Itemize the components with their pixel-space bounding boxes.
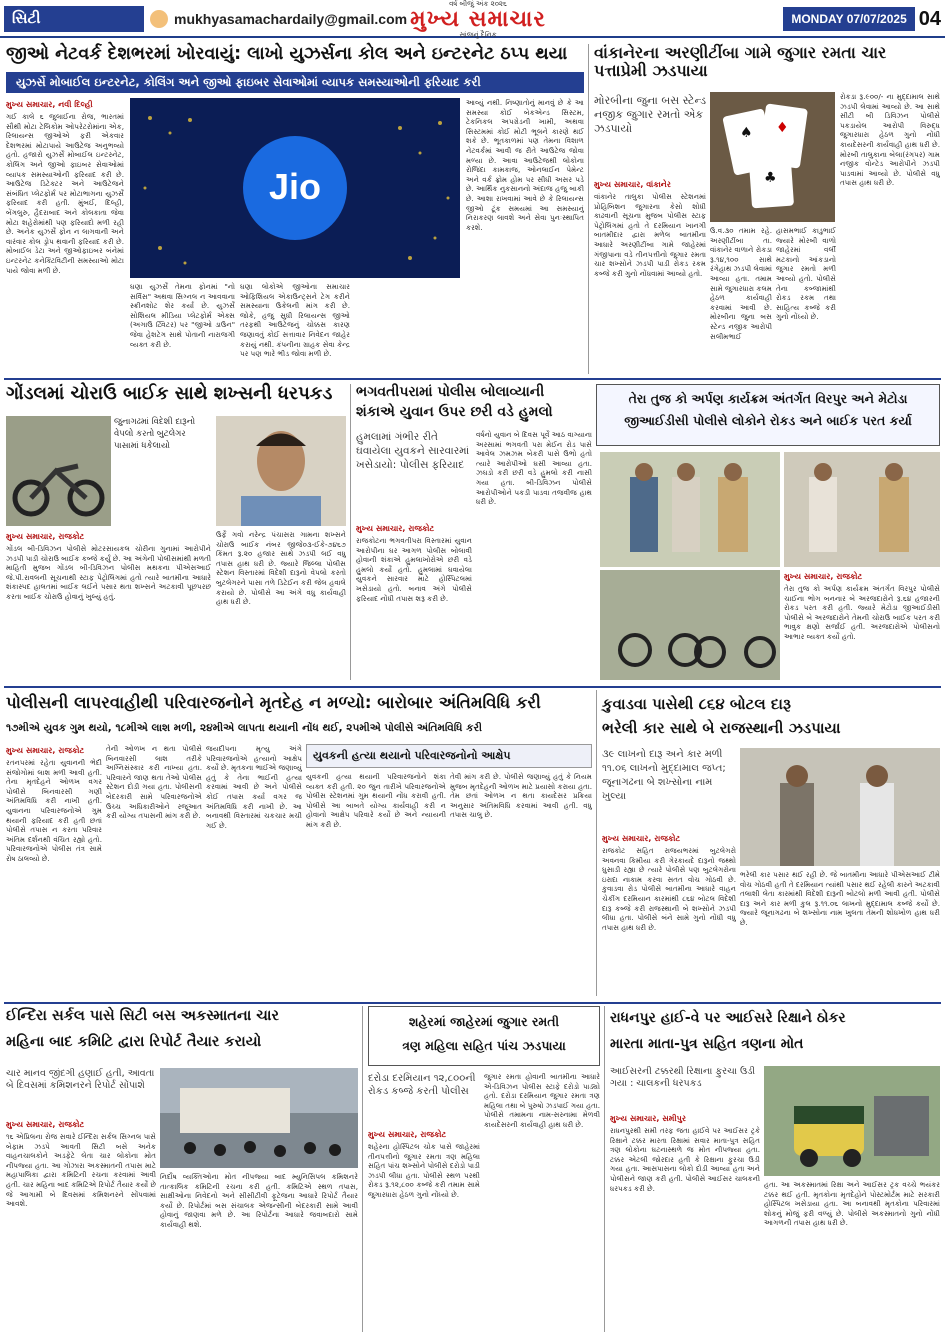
- story6-subhead-box: [6, 722, 592, 740]
- story9-headline-box: [368, 1006, 600, 1066]
- story6-text1: રતનપરમાં રહેતા યુવાનની ભેદી સંજોગોમાં લાશ મળી આવી હતી. તેના મૃતદેહને ઓળખ વગર પોલીસે બિનવારસી ગણી અંતિમવિધિ કરી નાખી હતી. યુવાનના પરિવારજનોએ ગુમ થયાની ફરિયાદ કરી હતી છતાં પોલીસે તપાસ ન કરતા પરિવાર અંતિમ દર્શનથી વંચિત રહ્યો હતો. પરિવારજનોએ પોલીસ તંત્ર સામે રોષ ઠાલવ્યો છે.: [6, 758, 102, 863]
- column-divider: [604, 1006, 605, 1332]
- story10-text2: હતા. આ અકસ્માતમાં રિક્ષા અને આઈસર ટ્રક વચ્ચે ભયંકર ટક્કર થઈ હતી. મૃતકોના મૃતદેહોને પોસ્ટમોર્ટમ માટે સરકારી હોસ્પિટલ ખસેડાયા હતા. આ બનાવથી મૃતકોના પરિવારમાં શોકનું મોજું ફરી વળ્યું છે. પોલીસે અકસ્માતનો ગુનો નોંધી આગળની તપાસ હાથ ધરી છે.: [764, 1180, 940, 1228]
- story5-col1: [784, 570, 940, 680]
- story8-text2: નિર્દોષ વ્યક્તિઓના મોત નીપજ્યા બાદ મ્યુનિસિપલ કમિશનરે તાત્કાલિક કમિટિની રચના કરી હતી. કમિટિએ સ્થળ તપાસ, સાક્ષીઓના નિવેદનો અને સીસીટીવી ફૂટેજના આધારે રિપોર્ટ તૈયાર કર્યો છે. રિપોર્ટમાં બસ સંચાલક એજન્સીની બેદરકારી સામે આવી હોવાનું જાણવા મળે છે. આ રિપોર્ટના આધારે જવાબદારો સામે કાર્યવાહી થશે.: [160, 1172, 358, 1229]
- story4-col2: [476, 430, 592, 680]
- story2-byline: મુખ્ય સમાચાર, વાંકાનેર: [594, 180, 671, 189]
- story5-headline-2: જીઆઈડીસી પોલીસે લોકોને રોકડ અને બાઈક પરત કર્યા: [624, 413, 912, 428]
- story4-kicker: હુમલામાં ગંભીર રીતે ઘવાયેલા યુવકને સારવારમાં ખસેડાયો: પોલીસ ફરિયાદ: [356, 431, 470, 471]
- story6-subhead: ૧૭મીએ યુવક ગુમ થયો, ૧૮મીએ લાશ મળી, ૨૪મીએ લાપતા થયાની નોંધ થઈ, ૨૫મીએ પોલીસે અંતિમવિધિ કરી: [6, 722, 482, 734]
- story2-headline: વાંકાનેરના અરણીટીંબા ગામે જુગાર રમતા ચાર પત્તાપ્રેમી ઝડપાયા: [594, 43, 887, 81]
- story2-kicker-box: [594, 94, 706, 174]
- story3-col1: [6, 530, 211, 680]
- story7-col2: [740, 870, 940, 996]
- story1-subhead: યુઝર્સે મોબાઈલ ઇન્ટરનેટ, કોલિંગ અને જીઓ ફાઇબર સેવાઓમાં વ્યાપક સમસ્યાઓની ફરિયાદ કરી: [6, 72, 584, 93]
- story8-headline-1: ઈન્દિરા સર્કલ પાસે સિટી બસ અકસ્માતના ચાર: [6, 1008, 279, 1024]
- story6-inner-headline: યુવકની હત્યા થયાનો પરિવારજનોનો આક્ષેપ: [313, 749, 511, 762]
- story2-text1: વાંકાનેર તાલુકા પોલીસ સ્ટેશનમાં પ્રોહિબિશન જુગારના કેસો શોધી કાઢવાની સૂચના મુજબ પોલીસ સ્ટાફ પેટ્રોલિંગમાં હતો તે દરમિયાન ખાનગી બાતમીદાર દ્વારા મળેલ બાતમીના આધારે અરણીટીંબા ગામે જાહેરમાં ગંજીપાના વડે તીનપત્તીનો જુગાર રમતા ચાર શખ્સોને ઝડપી પાડી રોકડ રકમ કબ્જે કરી ગુનો નોંધવામાં આવ્યો હતો.: [594, 192, 706, 278]
- story3-headline: ગોંડલમાં ચોરાઉ બાઈક સાથે શખ્સની ધરપકડ: [6, 383, 333, 404]
- jio-photo-label: Jio: [268, 166, 321, 207]
- story4-byline: મુખ્ય સમાચાર, રાજકોટ: [356, 524, 435, 533]
- story1-col2: [130, 282, 235, 372]
- story3-caption-box: [114, 416, 212, 526]
- newspaper-logo: [378, 0, 578, 39]
- story6-text3: જયદીપના મૃત્યુ અંગે પરિવારજનોએ હત્યાનો આક્ષેપ કર્યો છે. મૃતકના ભાઈએ જણાવ્યું હતું કે તેના ભાઈની હત્યા કરવામાં આવી છે અને પોલીસે કોઈ તપાસ કર્યા વગર જ અંતિમવિધિ કરી નાખી છે. આ બનાવથી વિસ્તારમાં ચકચાર મચી ગઈ છે.: [206, 744, 302, 830]
- story9-kicker-box: [368, 1072, 480, 1124]
- dateline: [783, 6, 941, 32]
- logo-name: મુખ્ય સમાચાર: [410, 7, 546, 32]
- story2-col1: [594, 178, 706, 374]
- story7-byline: મુખ્ય સમાચાર, રાજકોટ: [602, 834, 681, 843]
- svg-text:♣: ♣: [764, 170, 777, 186]
- story5-headline-1: તેરા તુજ કો અર્પણ કાર્યક્રમ અંતર્ગત વિરપુર અને મેટોડા: [628, 391, 908, 406]
- story8-kicker-box: [6, 1068, 156, 1116]
- section-tag: સિટી: [4, 6, 144, 32]
- story6-text2: તેની ઓળખ ન થતા પોલીસે બિનવારસી લાશ તરીકે અગ્નિસંસ્કાર કરી નાખ્યા હતા. પરિવારને જાણ થતા તેઓ પોલીસ સ્ટેશન દોડી ગયા હતા. પોલીસની બેદરકારી સામે પરિવારજનોએ ઉચ્ચ અધિકારીઓને રજૂઆત કરી યોગ્ય તપાસની માંગ કરી છે.: [106, 744, 202, 821]
- column-divider: [588, 44, 589, 374]
- bikes-graphic: [600, 570, 780, 680]
- section-rule: [4, 686, 941, 688]
- cards-graphic: [710, 92, 835, 222]
- story7-kicker: ૩૯ લાખનો દારૂ અને કાર મળી ૧૧.૦૬ લાખનો મુદ્દામાલ જપ્ત; જૂનાગઢના બે શખ્સોના નામ ખુલ્યા: [602, 749, 726, 802]
- story3-text2: ઉર્ફે ગવો નરેન્દ્ર પંચાસરા ગામના શખ્સને ચોરાઉ બાઈક નંબર જીજે૦૩-ઈકે-૭૪૬૭ કિંમત રૂ.૨૦ હજાર સાથે ઝડપી લઈ વધુ તપાસ હાથ ધરી છે. જ્યારે જિલ્લા પોલીસ સ્ટેશન વિસ્તારમાં વિદેશી દારૂનો વેપલો કરતો બુટલેગરને પાસા તળે ડિટેઈન કરી જેલ હવાલે કરાયો છે. પોલીસે આ અંગે વધુ કાર્યવાહી હાથ ધરી છે.: [216, 530, 346, 607]
- story10-kicker-box: [610, 1066, 760, 1110]
- story10-headline-2: મારતા માતા-પુત્ર સહિત ત્રણના મોત: [610, 1036, 804, 1052]
- story7-kicker-box: [602, 748, 736, 828]
- story6-col4: [306, 772, 446, 996]
- story9-headline-1: શહેરમાં જાહેરમાં જુગાર રમતી: [408, 1014, 560, 1029]
- story3-text1: ગોંડલ બી-ડિવિઝન પોલીસે મોટરસાયકલ ચોરીના ગુનામાં આરોપીને ઝડપી પાડી ચોરાઉ બાઈક કબ્જે કર્યું છે. આ અંગેની પોલીસમાંથી મળતી માહિતી મુજબ ગોંડલ બી-ડિવિઝન પોલીસ મથકના પીએસઆઈ જે.પી.રાવલની સૂચનાથી સ્ટાફ પેટ્રોલિંગમાં હતો ત્યારે બાતમીના આધારે શંકાસ્પદ હાલતમાં બાઈક લઈને પસાર થતા શખ્સને અટકાવી પૂછપરછ કરતા બાઈક ચોરાઉ હોવાનું ખુલ્યું હતું.: [6, 544, 211, 601]
- rickshaw-accident-photo: [764, 1066, 940, 1176]
- story10-text1: રાધનપુરથી સમી તરફ જતા હાઈવે પર આઈસર ટ્રકે રિક્ષાને ટક્કર મારતા રિક્ષામાં સવાર માતા-પુત્ર સહિત ત્રણ લોકોના ઘટનાસ્થળે જ મોત નીપજ્યા હતા. ટક્કર એટલી જોરદાર હતી કે રિક્ષાના ફુરચા ઉડી ગયા હતા. આસપાસના લોકો દોડી આવ્યા હતા અને પોલીસને જાણ કરી હતી. પોલીસે આઈસર ચાલકની ધરપકડ કરી છે.: [610, 1126, 760, 1193]
- svg-text:♦: ♦: [776, 120, 789, 136]
- story6-col5: [450, 772, 592, 996]
- playing-cards-photo: [710, 92, 835, 222]
- story9-col2: [484, 1072, 600, 1332]
- story10-col1: [610, 1112, 760, 1332]
- story9-byline: મુખ્ય સમાચાર, રાજકોટ: [368, 1130, 447, 1139]
- story6-headline: પોલીસની લાપરવાહીથી પરિવારજનોને મૃતદેહ ન મળ્યો: બારોબાર અંતિમવિધિ કરી: [6, 693, 541, 712]
- story6-text5: તેવી માંગ કરી છે. પોલીસે જણાવ્યું હતું કે નિયમ મુજબ મૃતદેહની ઓળખ માટે પ્રયાસો કરાયા હતા. તેમ છતાં ઓળખ ન થતા કાયદેસર પ્રક્રિયા અનુસાર અંતિમવિધિ કરવામાં આવી હતી. વધુ તપાસ ચાલુ છે.: [450, 772, 592, 820]
- story3-col2: [216, 530, 346, 680]
- hand-icon: [150, 10, 168, 28]
- story2-text2: ઉ.વ.૩૦ તમામ રહે. અરણીટીંબા તા. વાંકાનેર વાળાને રોકડા રૂ.૧૪,૧૦૦ સાથે રંગેહાથ ઝડપી લેવામાં આવ્યા હતા. તમામ સામે જુગારધારા કલમ હેઠળ કાર્યવાહી કરવામાં આવી છે. મોરબીના જુના બસ સ્ટેન્ડ નજીક આરોપી સલીમભાઈ: [710, 226, 772, 341]
- jio-logo-photo: [130, 98, 460, 278]
- story7-text2: ભરેલી કાર પસાર થઈ રહી છે. જે બાતમીના આધારે પીએસઆઈ ટીમે વોચ ગોઠવી હતી તે દરમિયાન ત્યાંથી પસાર થઈ રહેલી કારને અટકાવી તલાશી લેતા કારમાંથી વિદેશી દારૂની બોટલો મળી આવી હતી. પોલીસે દારૂ અને કાર મળી કુલ રૂ.૧૧.૦૬ લાખનો મુદ્દામાલ કબ્જે કર્યો છે. જ્યારે જૂનાગઢના બે શખ્સોના નામ ખુલતા તેમની શોધખોળ હાથ ધરી છે.: [740, 870, 940, 927]
- handover-graphic-1: [600, 452, 780, 567]
- motorcycle-photo: [6, 416, 111, 526]
- logo-tagline: વર્ષ બીજું અંક ૨૦૨૬: [449, 0, 507, 8]
- story2-text4: રોકડા રૂ.૯૦૦/- ના મુદ્દામાલ સાથે ઝડપી લેવામાં આવ્યો છે. આ સાથે સીટી બી ડિવિઝન પોલીસે પકડાયેલ આરોપી વિરુદ્ધ જુગારધારા હેઠળ ગુનો નોંધી કાયદેસરની કાર્યવાહી હાથ ધરી છે. મોરબી તાલુકાના બેલા(રંગપર) ગામ નજીક વોન્ટેડ આરોપીને ઝડપી પાડવામાં આવ્યો છે. પોલીસે વધુ તપાસ હાથ ધરી છે.: [840, 92, 940, 188]
- story3-caption: જુનાગઢમાં વિદેશી દારૂનો વેપલો કરતો બુટલેગર પાસામાં ધકેલાયો: [114, 417, 196, 451]
- page-number: 04: [918, 7, 941, 30]
- story5-byline: મુખ્ય સમાચાર, રાજકોટ: [784, 572, 863, 581]
- logo-sub: સાંજનું દૈનિક: [459, 31, 497, 39]
- story1-text4: આવ્યું નથી. નિષ્ણાતોનું માનવું છે કે આ સમસ્યા કોઈ બેકએન્ડ સિસ્ટમ, ટેકનિકલ અપગ્રેડની ખામી, અથવા સિસ્ટમમાં કોઈ મોટી ભૂલને કારણે થઈ શકે છે. ભૂતકાળમાં પણ તેમના વિશાળ નેટવર્કમાં આવી જ રીતે આઉટેજ જોવા મળ્યા છે. આવા આઉટેજથી લોકોના રોજિંદા કામકાજ, ઓનલાઈન પેમેન્ટ અને વર્ક ફ્રોમ હોમ પર સીધી અસર પડે છે. આર્થિક નુકસાનનો અંદાજ હજુ બાકી છે. આશા રાખવામાં આવે છે કે રિલાયન્સ જીઓ ટૂંક સમયમાં આ સમસ્યાનું નિરાકરણ લાવશે અને સેવા પુનઃસ્થાપિત કરશે.: [466, 98, 584, 232]
- email-contact: [150, 6, 407, 32]
- story5-text1: તેરા તુજ કો અર્પણ કાર્યક્રમ અંતર્ગત વિરપુર પોલીસે ચાઈના ભોગ બનનાર બે અરજદારોને રૂ.૬૪ હજારની રોકડ પરત કરી હતી. જ્યારે મેટોડા જીઆઈડીસી પોલીસે બે અરજદારોને તેમની ચોરાઉ બાઈક પરત કરી ભાવુક ક્ષણો સર્જાઈ હતી. અરજદારોએ પોલીસનો આભાર વ્યક્ત કર્યો હતો.: [784, 584, 940, 641]
- issue-date: MONDAY 07/07/2025: [783, 7, 914, 31]
- story1-text2: ઘણા યુઝર્સે તેમના ફોનમાં "નો સર્વિસ" અથવા સિગ્નલ ન આવવાના સ્ક્રીનશોટ શેર કર્યા છે. યુઝર્સે સોશિયલ મીડિયા પ્લેટફોર્મ એક્સ (અગાઉ ટ્વિટર) પર "જીઓ ડાઉન" જેવા હેશટેગ સાથે પોતાની નારાજગી વ્યક્ત કરી છે.: [130, 282, 235, 349]
- section-rule: [4, 378, 941, 380]
- story9-headline-2: ત્રણ મહિલા સહિત પાંચ ઝડપાયા: [402, 1038, 566, 1053]
- story10-headline-1: રાધનપુર હાઈ-વે પર આઈસરે રિક્ષાને ઠોકર: [610, 1010, 846, 1026]
- bus-accident-graphic: [160, 1068, 358, 1168]
- story7-headline-2: ભરેલી કાર સાથે બે રાજસ્થાની ઝડપાયા: [602, 719, 841, 737]
- story4-text2: વર્ષનો યુવાન બે દિવસ પૂર્વે આઠ વાગ્યાના અરસામાં ભગવતી પરા મેઈન રોડ પાસે આવેલ ઝમઝમ બેકરી પાસે ઉભો હતો ત્યારે આરોપીઓ ઘસી આવ્યા હતા. ઝઘડો કરી છરી વડે હુમલો કરી નાસી ગયા હતા. બી-ડિવિઝન પોલીસે આરોપીઓને પકડી પાડવા તજવીજ હાથ ધરી છે.: [476, 430, 592, 507]
- story6-col3: [206, 744, 302, 996]
- section-rule: [4, 1002, 941, 1004]
- story9-kicker: દરોડા દરમિયાન ૧૨,૮૦૦ની રોકડ કબ્જે કરતી પોલીસ: [368, 1073, 476, 1097]
- story6-byline: મુખ્ય સમાચાર, રાજકોટ: [6, 746, 85, 755]
- story4-headline-2: શંકાએ યુવાન ઉપર છરી વડે હુમલો: [356, 404, 553, 420]
- story6-text4: યુવકની હત્યા થયાની પરિવારજનોને શંકા વ્યક્ત કરી હતી. ૨૦ જુન તારીખે પરિવારજનોએ પોલીસ સ્ટેશનમાં ગુમ થયાની નોંધ કરાવી હતી. પોલીસે આ બાબતે યોગ્ય કાર્યવાહી કરી ન હોવાનો આક્ષેપ પરિવારે કર્યો છે અને ન્યાયની માંગ કરી છે.: [306, 772, 446, 829]
- story1-headline: જીઓ નેટવર્ક દેશભરમાં ખોરવાયું: લાખો યુઝર્સના કોલ અને ઇન્ટરનેટ ઠપ્પ થયા: [6, 44, 568, 64]
- story7-text1: રાજકોટ સહિત રાજયભરમાં બુટલેગરો અવનવા કિમીયા કરી ગેરકાયદે દારૂનો જથ્થો ઘુસાડી રહ્યા છે ત્યારે પોલીસે પણ બુટલેગરોના ઇરાદા નાકામ કરવા સતત વોચ ગોઠવી છે. કુવાડવા રોડ પોલીસે બાતમીના આધારે વાહન ચેકીંગ દરમિયાન કારમાંથી ૮૬૪ બોટલ વિદેશી દારૂ કબ્જે કરી રાજસ્થાની બે શખ્સોને ઝડપી લીધા હતા. પોલીસે બંને સામે ગુનો નોંધી વધુ તપાસ હાથ ધરી છે.: [602, 846, 736, 932]
- motorcycle-graphic: [6, 416, 111, 526]
- story4-headline-1: ભગવતીપરામાં પોલીસ બોલાવ્યાની: [356, 384, 545, 400]
- story10-col2: [764, 1180, 940, 1332]
- story1-text1: ગઈ કાલે ૬ જુલાઈના રોજ, ભારતમાં સૌથી મોટા ટેલિકોમ ઓપરેટરોમાંના એક, રિલાયન્સ જીઓએ ફરી એકવાર દેશભરમાં મોટાપાયે આઉટેજ અનુભવ્યો હતો. હજારો યુઝર્સે મોબાઈલ ઇન્ટરનેટ, કોલિંગ અને જીઓ ફાઇબર સેવાઓમાં વ્યાપક સમસ્યાઓની ફરિયાદ કરી છે. આઉટેજ ડિટેક્ટર અને આઉટેજને સંબંધિત પ્લેટફોર્મ પર મોટાભાગના યુઝર્સે ફરિયાદ કરી હતી. મુંબઈ, દિલ્હી, બેંગલુરુ, હૈદરાબાદ અને કોલકાતા જેવા મોટા શહેરોમાંથી પણ ફરિયાદો મળી રહી છે. અનેક યુઝર્સે ફોન ન લાગવાની અને વારંવાર કોલ ડ્રોપ થવાની ફરિયાદ કરી છે. મોબાઈલ ડેટા અને જીઓફાઇબર બંનેમાં ઇન્ટરનેટ કનેક્ટિવિટીની સમસ્યાઓ મોટા પાયે જોવા મળી છે.: [6, 112, 124, 275]
- story3-byline: મુખ્ય સમાચાર, રાજકોટ: [6, 532, 85, 541]
- story9-col1: [368, 1128, 480, 1332]
- column-divider: [596, 690, 597, 996]
- returned-bikes-photo: [600, 570, 780, 680]
- bus-accident-photo: [160, 1068, 358, 1168]
- column-divider: [350, 384, 351, 680]
- story7-headline-1: કુવાડવા પાસેથી ૮૬૪ બોટલ દારૂ: [602, 695, 791, 713]
- story1-col4: [466, 98, 584, 372]
- masthead: [0, 0, 945, 38]
- story4-text1: રાજકોટના ભગવતીપરા વિસ્તારમાં યુવાન આરોપીના ઘર આગળ પોલીસ બોલાવી હોવાની શંકાએ હુમલાખોરોએ છરી વડે હુમલો કર્યો હતો. હુમલામાં ઘવાયેલા યુવકને સારવાર માટે હોસ્પિટલમાં ખસેડાયો હતો. બનાવ અંગે પોલીસે ફરિયાદ નોંધી તપાસ શરૂ કરી છે.: [356, 536, 472, 603]
- story4-kicker-box: [356, 430, 474, 520]
- story10-byline: મુખ્ય સમાચાર, સમીપુર: [610, 1114, 686, 1123]
- police-handover-photo-1: [600, 452, 780, 567]
- svg-text:♠: ♠: [740, 125, 753, 141]
- arrested-men-graphic: [740, 748, 940, 866]
- arrested-men-photo: [740, 748, 940, 866]
- police-handover-photo-2: [784, 452, 940, 567]
- column-divider: [362, 1006, 363, 1332]
- story8-headline-2: મહિના બાદ કમિટિ દ્વારા રિપોર્ટ તૈયાર કરાયો: [6, 1034, 262, 1050]
- story9-text2: જુગાર રમતા હોવાની બાતમીના આધારે એ-ડિવિઝન પોલીસ સ્ટાફે દરોડો પાડ્યો હતો. દરોડા દરમિયાન જુગાર રમતા ત્રણ મહિલા તથા બે પુરુષો ઝડપાઈ ગયા હતા. પોલીસે તમામના નામ-સરનામા મેળવી કાયદેસરની કાર્યવાહી હાથ ધરી છે.: [484, 1072, 600, 1129]
- story1-col1: [6, 98, 124, 298]
- story6-col1: [6, 744, 102, 996]
- story2-col4: [840, 92, 940, 374]
- story2-col3: [776, 226, 836, 374]
- story6-col2: [106, 744, 202, 996]
- story10-kicker: આઈસરની ટક્કરથી રિક્ષાના ફુરચા ઉડી ગયા : ચાલકની ધરપકડ: [610, 1066, 756, 1089]
- story2-text3: હાસમભાઈ કાડુભાઈ જ્યારે મોરબી વાળો જાહેરમાં વર્લી મટકાનો આંકડાનો જુગાર રમતો મળી આવ્યો હતો. પોલીસે તેના કબ્જામાંથી રોકડ રકમ તથા સાહિત્ય કબ્જે કરી ગુનો નોંધ્યો છે.: [776, 226, 836, 322]
- story8-kicker: ચાર માનવ જીંદગી હણાઈ હતી, આવતા બે દિવસમાં કમિશનરને રિપોર્ટ સોંપાશે: [6, 1068, 155, 1091]
- story5-headline-box: [596, 384, 940, 446]
- story2-kicker: મોરબીના જુના બસ સ્ટેન્ડ નજીક જુગાર રમતો એક ઝડપાયો: [594, 94, 706, 135]
- handover-graphic-2: [784, 452, 940, 567]
- story6-inner-box: [306, 744, 592, 768]
- story8-byline: મુખ્ય સમાચાર, રાજકોટ: [6, 1120, 85, 1129]
- story1-text3: ઘણા લોકોએ જીઓના સમાચાર ઓફિશિયલ એકાઉન્ટ્સને ટેગ કરીને સમસ્યાના ઉકેલની માંગ કરી છે. જોકે, હજુ સુધી રિલાયન્સ જીઓ તરફથી આઉટેજનું ચોક્કસ કારણ જણાવતું કોઈ સત્તાવાર નિવેદન જાહેર કરાયું નથી. કંપનીના ગ્રાહક સેવા કેન્દ્ર પર પણ ભારે ભીડ જોવા મળી છે.: [240, 282, 350, 359]
- rickshaw-graphic: [764, 1066, 940, 1176]
- email-text: mukhyasamachardaily@gmail.com: [174, 11, 408, 27]
- story8-col2: [160, 1172, 358, 1332]
- story8-col1: [6, 1118, 156, 1332]
- story8-text1: ૧૬ એપ્રિલના રોજ સવારે ઈન્દિરા સર્કલ સિગ્નલ પાસે બેફામ ઝડપે આવતી સિટી બસે અનેક વાહનચાલકોને અડફેટે લેતા ચાર લોકોના મોત નીપજ્યા હતા. આ ગોઝારા અકસ્માતની તપાસ માટે મહાપાલિકા દ્વારા કમિટિની રચના કરવામાં આવી હતી. ચાર મહિના બાદ કમિટિએ રિપોર્ટ તૈયાર કર્યો છે જે આગામી બે દિવસમાં કમિશનરને સોંપવામાં આવશે.: [6, 1132, 156, 1209]
- accused-portrait-photo: [216, 416, 346, 526]
- story1-col3: [240, 282, 350, 372]
- story4-col1: [356, 522, 472, 680]
- story2-col2: [710, 226, 772, 374]
- portrait-graphic: [216, 416, 346, 526]
- story7-col1: [602, 832, 736, 996]
- story1-byline: મુખ્ય સમાચાર, નવી દિલ્હી: [6, 100, 93, 109]
- story9-text1: શહેરના હોસ્પિટલ ચોક પાસે જાહેરમાં તીનપત્તીનો જુગાર રમતા ત્રણ મહિલા સહિત પાંચ શખ્સોને પોલીસે દરોડો પાડી ઝડપી લીધા હતા. પોલીસે સ્થળ પરથી રોકડ રૂ.૧૨,૮૦૦ કબ્જે કરી તમામ સામે જુગારધારા હેઠળ ગુનો નોંધ્યો છે.: [368, 1142, 480, 1199]
